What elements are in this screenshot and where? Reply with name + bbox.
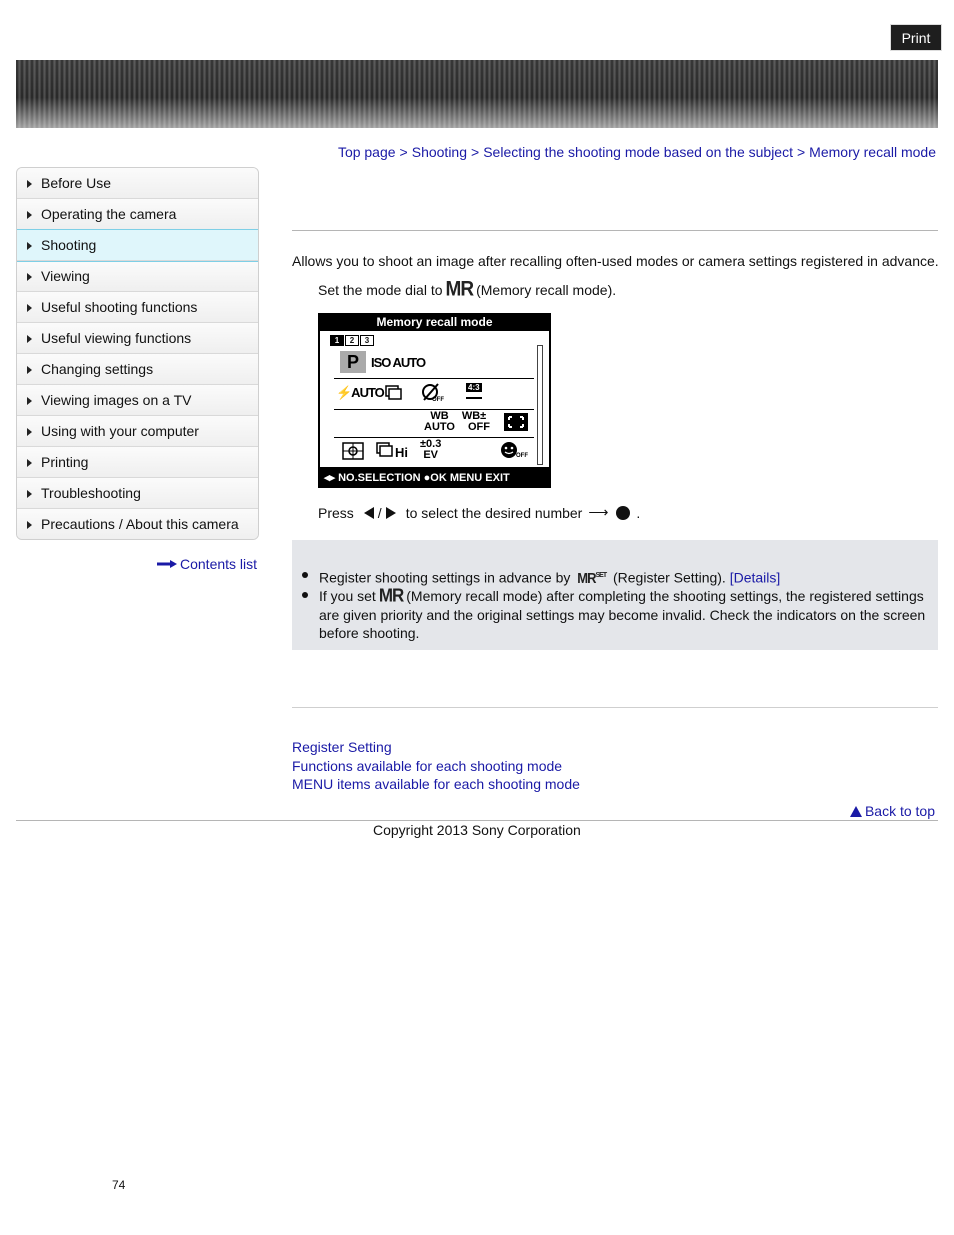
step-2 [318,504,640,521]
arrow-right-icon [27,304,32,312]
sidebar-item-label: Operating the camera [41,206,177,222]
arrow-right-icon [27,335,32,343]
note-text: Register shooting settings in advance by [319,569,571,586]
wb-value: AUTO [424,421,455,433]
divider [292,707,938,708]
sidebar-item-troubleshooting[interactable] [17,478,258,509]
note-text: If you set [319,588,376,604]
divider [292,230,938,231]
flash-auto-icon: ⚡AUTO [336,385,384,400]
copyright: Copyright 2013 Sony Corporation [373,822,581,838]
sidebar-item-label: Before Use [41,175,112,191]
related-topics [292,738,580,794]
arrow-right-icon [27,459,32,467]
iso-auto-icon: ISO AUTO [371,355,426,370]
off-label: OFF [432,397,444,403]
arrow-right-icon [27,180,32,188]
sidebar-item-label: Precautions / About this camera [41,516,239,532]
notes-box [292,540,938,650]
sidebar-item-viewing[interactable] [17,261,258,292]
sidebar-item-label: Shooting [41,237,97,253]
breadcrumb-separator: > [796,144,806,160]
camera-tab-3: 3 [360,335,374,346]
note-text-end: (Memory recall mode) after completing the shooting settings, the registered settings are given priority and the original settings may become invalid. Check the indicators on the screen before shooting. [319,588,926,641]
step-1 [318,279,616,301]
search-link[interactable]: Search [825,29,870,45]
center-button-icon [616,506,630,520]
back-to-top-label: Back to top [864,803,935,819]
sidebar-item-before-use[interactable] [17,168,258,199]
sidebar-item-useful-shooting[interactable] [17,292,258,323]
arrow-right-icon [27,428,32,436]
breadcrumb-separator: > [399,144,408,160]
focus-area-icon [504,413,528,431]
exposure-comp-icon [420,439,441,461]
arrow-right-icon [27,273,32,281]
step-1-text: Set the mode dial to [318,282,443,298]
sidebar-item-label: Changing settings [41,361,154,377]
register-setting-icon-sup: SET [595,571,607,580]
register-setting-icon-text: MR [577,569,596,587]
arrow-right-icon [27,366,32,374]
bullet-icon [302,592,308,598]
header-bar [16,60,938,128]
note-item [319,584,929,643]
wb-shift-icon [458,411,490,433]
sidebar-item-useful-viewing[interactable] [17,323,258,354]
metering-icon [342,442,364,460]
intro-text: Allows you to shoot an image after recalling often-used modes or camera settings registered in advance. [292,253,939,269]
aspect-underline [466,397,482,399]
sidebar-item-precautions[interactable] [17,509,258,539]
arrow-right-icon [27,521,32,529]
camera-screen-body [320,331,549,467]
divider [334,378,534,379]
ev-unit: EV [423,449,439,461]
breadcrumb-shooting[interactable]: Shooting [411,144,468,160]
sidebar-item-printing[interactable] [17,447,258,478]
wb-shift-value: OFF [468,421,490,433]
related-link-functions[interactable]: Functions available for each shooting mode [292,757,563,774]
sidebar-item-label: Viewing images on a TV [41,392,192,408]
sidebar-item-label: Useful viewing functions [41,330,192,346]
related-link-register-setting[interactable]: Register Setting [292,739,392,755]
back-to-top-link[interactable] [850,803,935,819]
drive-mode-icon [384,384,404,402]
step-2-text: to select the desired number [405,504,583,521]
footer-divider [16,820,938,821]
aspect-ratio-icon: 4:3 [468,383,480,392]
breadcrumb-top-page[interactable]: Top page [337,144,396,160]
arrow-right-icon [157,560,177,568]
camera-screen-image [318,313,551,488]
arrow-right-icon [27,211,32,219]
camera-screen-footer: ◂▸ NO.SELECTION ●OK MENU EXIT [324,472,510,484]
right-arrow-icon [386,507,396,519]
memory-recall-icon: MR [378,584,404,606]
step-2-press: Press [318,504,354,521]
sidebar-nav [16,167,259,540]
breadcrumb-memory-recall[interactable]: Memory recall mode [809,144,936,160]
sidebar-item-operating[interactable] [17,199,258,230]
breadcrumb-separator: > [471,144,480,160]
bullet-icon [302,572,308,578]
sidebar-item-changing-settings[interactable] [17,354,258,385]
wb-shift-label: WB± [461,410,487,422]
sidebar-item-label: Printing [41,454,89,470]
page-number: 74 [112,1178,126,1192]
sidebar-item-computer[interactable] [17,416,258,447]
camera-tab-1: 1 [330,335,344,346]
sidebar-item-label: Viewing [41,268,90,284]
arrow-right-icon [27,490,32,498]
breadcrumb [338,144,936,160]
step-1-text-end: (Memory recall mode). [476,282,617,298]
up-arrow-icon [850,806,862,817]
long-arrow-icon: ⟶ [588,504,609,520]
arrow-right-icon [27,242,32,250]
sidebar-item-shooting[interactable] [17,230,258,261]
camera-scrollbar [537,345,543,465]
dro-icon [375,441,395,459]
camera-screen-title: Memory recall mode [376,315,493,329]
contents-list-label: Contents list [180,556,258,572]
scroll-thumb [538,346,542,404]
camera-tab-2: 2 [345,335,359,346]
step-2-end: . [636,504,641,521]
memory-recall-icon: MR [445,277,474,301]
ev-value: ±0.3 [420,438,442,450]
contents-list-link[interactable] [157,556,257,572]
wb-label: WB [430,410,449,422]
sidebar-item-label: Useful shooting functions [41,299,198,315]
sidebar-item-viewing-tv[interactable] [17,385,258,416]
left-arrow-icon [364,507,374,519]
white-balance-icon [424,411,455,433]
register-setting-icon [577,566,606,589]
print-button[interactable]: Print [890,24,942,51]
program-mode-icon: P [340,351,366,373]
sidebar-item-label: Using with your computer [41,423,199,439]
arrow-right-icon [27,397,32,405]
note-text-end: (Register Setting). [613,569,726,586]
step-2-slash: / [377,504,382,521]
related-link-menu-items[interactable]: MENU items available for each shooting mode [292,776,580,792]
breadcrumb-selecting-mode[interactable]: Selecting the shooting mode based on the subject [483,144,793,160]
hi-label: Hi [395,445,408,460]
details-link[interactable]: [Details] [729,569,781,586]
sidebar-item-label: Troubleshooting [41,485,141,501]
off-label: OFF [516,453,528,459]
